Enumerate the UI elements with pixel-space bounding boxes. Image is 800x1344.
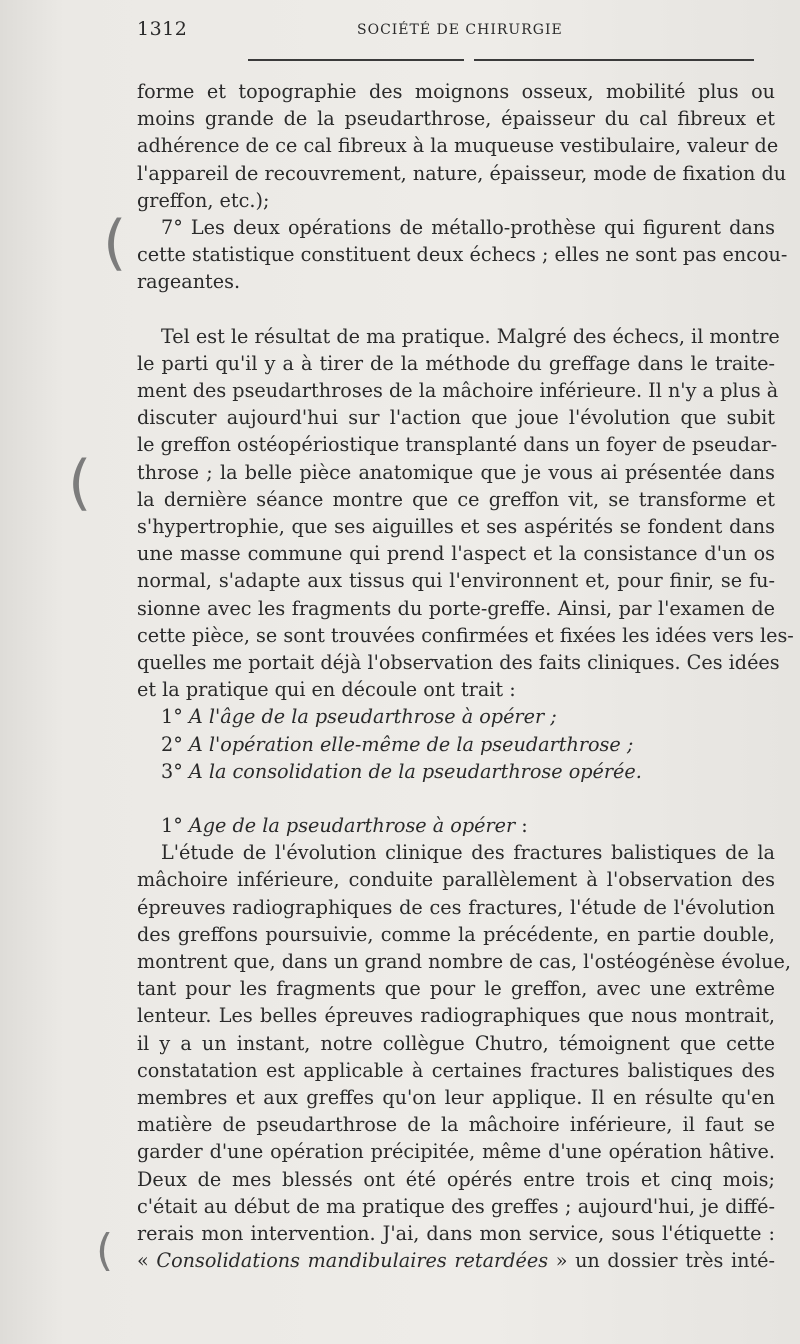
- margin-pencil-mark: (: [96, 1225, 114, 1276]
- body-text: [137, 78, 794, 1274]
- text-line: garder d'une opération précipitée, même d'une opération hâtive.: [137, 1140, 775, 1164]
- page-header: [137, 18, 777, 44]
- text-fragment: » un dossier très inté-: [555, 1249, 775, 1273]
- section-number: 1°: [161, 814, 183, 838]
- paragraph-gap: [137, 785, 775, 812]
- text-line: adhérence de ce cal fibreux à la muqueuse vestibulaire, valeur de: [137, 134, 779, 158]
- text-line: cette statistique constituent deux échecs ; elles ne sont pas encou-: [137, 243, 788, 267]
- text-line: normal, s'adapte aux tissus qui l'environnent et, pour finir, se fu-: [137, 569, 775, 593]
- text-line: sionne avec les fragments du porte-greffe. Ainsi, par l'examen de: [137, 596, 775, 620]
- text-line: 7° Les deux opérations de métallo-prothèse qui figurent dans: [161, 215, 775, 239]
- list-text: A la consolidation de la pseudarthrose opérée.: [188, 759, 642, 783]
- text-line: discuter aujourd'hui sur l'action que joue l'évolution que subit: [137, 406, 775, 430]
- list-number: 3°: [161, 759, 183, 783]
- text-line: constatation est applicable à certaines fractures balistiques des: [137, 1058, 775, 1082]
- text-line: rerais mon intervention. J'ai, dans mon service, sous l'étiquette :: [137, 1221, 775, 1245]
- italic-phrase: Consolidations mandibulaires retardées: [156, 1249, 549, 1273]
- text-line: la dernière séance montre que ce greffon vit, se transforme et: [137, 487, 775, 511]
- text-line: quelles me portait déjà l'observation des faits cliniques. Ces idées: [137, 650, 780, 674]
- text-line: tant pour les fragments que pour le greffon, avec une extrême: [137, 977, 775, 1001]
- list-text: A l'âge de la pseudarthrose à opérer ;: [188, 705, 557, 729]
- text-line: mâchoire inférieure, conduite parallèlement à l'observation des: [137, 868, 775, 892]
- text-line: l'appareil de recouvrement, nature, épaisseur, mode de fixation du: [137, 161, 787, 185]
- text-line: cette pièce, se sont trouvées confirmées et fixées les idées vers les-: [137, 623, 794, 647]
- text-line: greffon, etc.);: [137, 188, 270, 212]
- text-line: [137, 1247, 775, 1274]
- list-item: [137, 703, 775, 730]
- header-rule-right: [474, 59, 754, 61]
- text-line: Tel est le résultat de ma pratique. Malgré des échecs, il montre: [161, 324, 780, 348]
- text-line: matière de pseudarthrose de la mâchoire inférieure, il faut se: [137, 1113, 775, 1137]
- list-item: [137, 758, 775, 785]
- section-heading: [137, 812, 775, 839]
- text-line: L'étude de l'évolution clinique des fractures balistiques de la: [161, 841, 775, 865]
- section-colon: :: [515, 814, 528, 838]
- text-line: moins grande de la pseudarthrose, épaisseur du cal fibreux et: [137, 107, 775, 131]
- text-line: le greffon ostéopériostique transplanté dans un foyer de pseudar-: [137, 433, 778, 457]
- paragraph-gap: [137, 296, 775, 323]
- text-line: des greffons poursuivie, comme la précédente, en partie double,: [137, 922, 775, 946]
- text-line: le parti qu'il y a à tirer de la méthode du greffage dans le traite-: [137, 351, 775, 375]
- text-line: ment des pseudarthroses de la mâchoire inférieure. Il n'y a plus à: [137, 379, 779, 403]
- open-guillemet: «: [137, 1249, 149, 1273]
- list-text: A l'opération elle-même de la pseudarthrose ;: [188, 732, 634, 756]
- page-number: 1312: [137, 18, 188, 40]
- header-rule-left: [248, 59, 464, 61]
- text-line: épreuves radiographiques de ces fractures, l'étude de l'évolution: [137, 895, 775, 919]
- margin-pencil-mark: (: [68, 448, 92, 518]
- text-line: Deux de mes blessés ont été opérés entre trois et cinq mois;: [137, 1167, 775, 1191]
- text-line: il y a un instant, notre collègue Chutro, témoignent que cette: [137, 1031, 775, 1055]
- list-number: 1°: [161, 705, 183, 729]
- text-line: rageantes.: [137, 270, 241, 294]
- list-number: 2°: [161, 732, 183, 756]
- text-line: une masse commune qui prend l'aspect et la consistance d'un os: [137, 542, 775, 566]
- text-line: lenteur. Les belles épreuves radiographiques que nous montrait,: [137, 1004, 775, 1028]
- margin-pencil-mark: (: [103, 208, 127, 278]
- running-title: SOCIÉTÉ DE CHIRURGIE: [357, 22, 563, 38]
- text-line: montrent que, dans un grand nombre de cas, l'ostéogénèse évolue,: [137, 950, 791, 973]
- text-line: et la pratique qui en découle ont trait :: [137, 678, 516, 702]
- list-item: [137, 731, 775, 758]
- text-line: forme et topographie des moignons osseux, mobilité plus ou: [137, 80, 775, 103]
- text-line: c'était au début de ma pratique des greffes ; aujourd'hui, je diffé-: [137, 1194, 775, 1218]
- text-line: s'hypertrophie, que ses aiguilles et ses aspérités se fondent dans: [137, 515, 775, 538]
- text-line: throse ; la belle pièce anatomique que je vous ai présentée dans: [137, 460, 775, 484]
- section-title: Age de la pseudarthrose à opérer: [188, 814, 516, 838]
- text-line: membres et aux greffes qu'on leur applique. Il en résulte qu'en: [137, 1085, 775, 1109]
